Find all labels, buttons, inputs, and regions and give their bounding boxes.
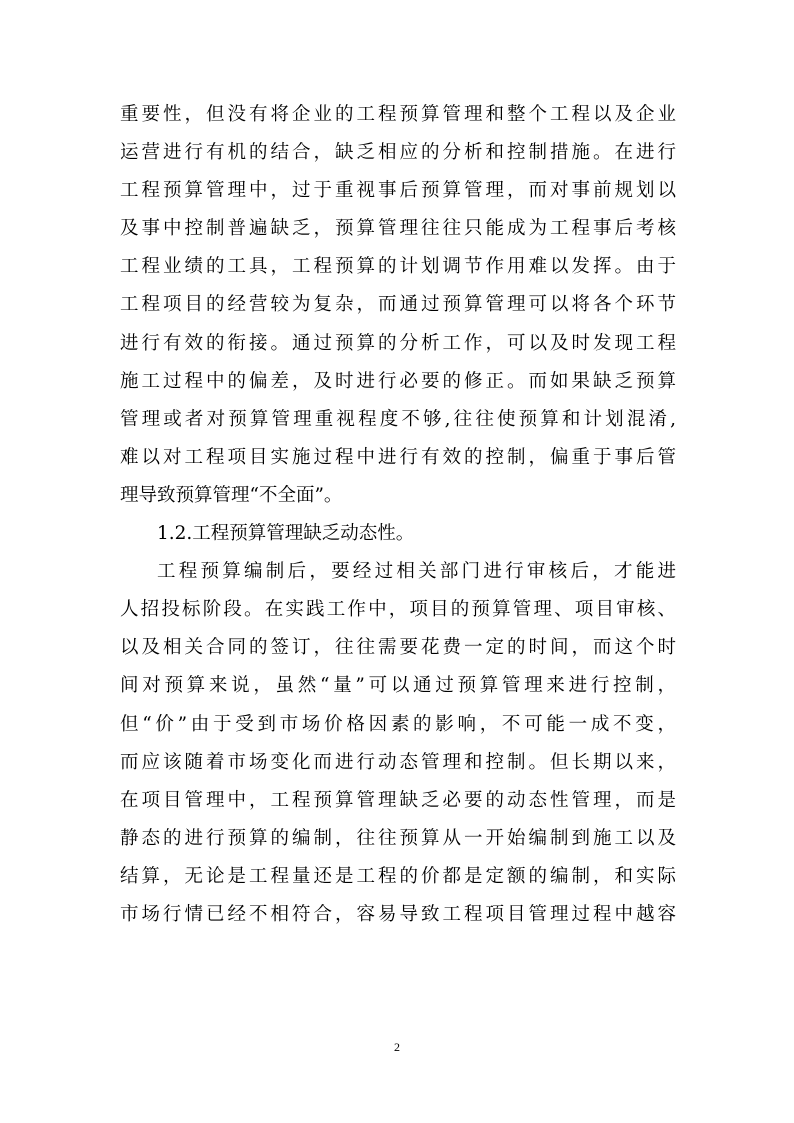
text-line: 工程预算编制后，要经过相关部门进行审核后，才能进	[157, 561, 676, 583]
text-line: 进行有效的衔接。通过预算的分析工作，可以及时发现工程	[120, 332, 676, 354]
page-number: 2	[394, 1040, 400, 1054]
text-line: 及事中控制普遍缺乏，预算管理往往只能成为工程事后考核	[120, 218, 676, 240]
text-line: 间对预算来说，虽然“量”可以通过预算管理来进行控制，	[120, 675, 676, 697]
text-line: 在项目管理中，工程预算管理缺乏必要的动态性管理，而是	[120, 789, 676, 811]
text-line: 施工过程中的偏差，及时进行必要的修正。而如果缺乏预算	[120, 370, 676, 392]
text-line: 重要性，但没有将企业的工程预算管理和整个工程以及企业	[120, 104, 676, 125]
text-line: 管理或者对预算管理重视程度不够,往往使预算和计划混淆,	[120, 408, 676, 430]
body-text	[120, 96, 676, 934]
text-line: 难以对工程项目实施过程中进行有效的控制，偏重于事后管	[120, 446, 676, 468]
text-line: 工程预算管理中，过于重视事后预算管理，而对事前规划以	[120, 180, 676, 202]
section-heading: 1.2.工程预算管理缺乏动态性。	[157, 523, 415, 545]
text-line: 市场行情已经不相符合，容易导致工程项目管理过程中越容	[120, 903, 676, 925]
text-line: 人招投标阶段。在实践工作中，项目的预算管理、项目审核、	[120, 599, 676, 621]
text-line: 而应该随着市场变化而进行动态管理和控制。但长期以来，	[120, 751, 676, 773]
text-line: 工程项目的经营较为复杂，而通过预算管理可以将各个环节	[120, 294, 676, 316]
text-line: 运营进行有机的结合，缺乏相应的分析和控制措施。在进行	[120, 142, 676, 164]
text-line: 工程业绩的工具，工程预算的计划调节作用难以发挥。由于	[120, 256, 676, 278]
text-line: 理导致预算管理“不全面”。	[120, 484, 343, 506]
text-line: 结算，无论是工程量还是工程的价都是定额的编制，和实际	[120, 865, 676, 887]
text-line: 但“价”由于受到市场价格因素的影响，不可能一成不变，	[120, 713, 676, 735]
text-line: 静态的进行预算的编制，往往预算从一开始编制到施工以及	[120, 827, 676, 849]
text-line: 以及相关合同的签订，往往需要花费一定的时间，而这个时	[120, 637, 676, 659]
